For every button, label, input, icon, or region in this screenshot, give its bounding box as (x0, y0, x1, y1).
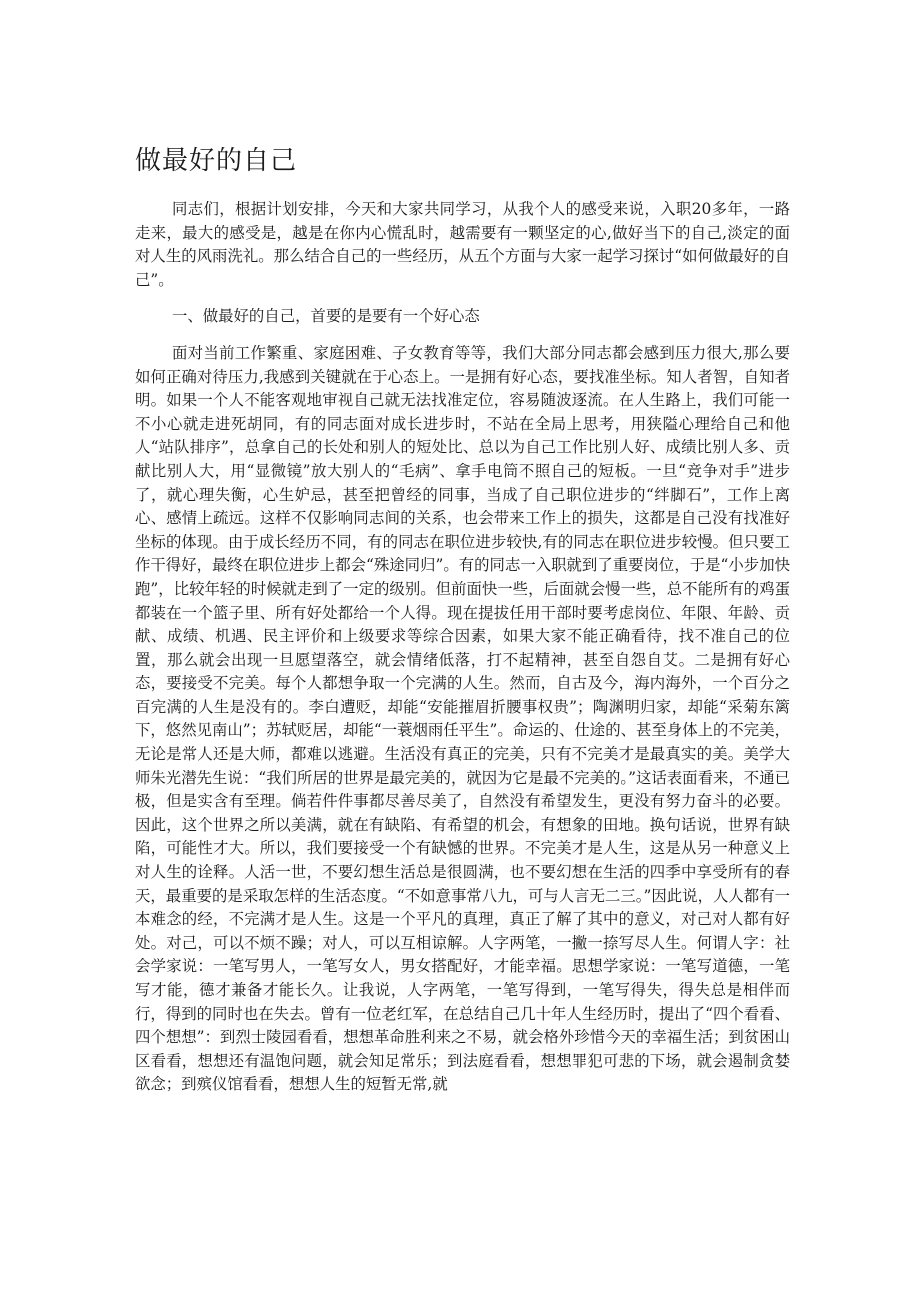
body-paragraph: 面对当前工作繁重、家庭困难、子女教育等等，我们大部分同志都会感到压力很大,那么要如何正确对待压力,我感到关键就在于心态上。一是拥有好心态，要找准坐标。知人者智，自知者明。如果一个人不能客观地审视自己就无法找准定位，容易随波逐流。在人生路上，我们可能一不小心就走进死胡同，有的同志面对成长进步时，不站在全局上思考，用狭隘心理给自己和他人“站队排序”，总拿自己的长处和别人的短处比、总以为自己工作比别人好、成绩比别人多、贡献比别人大，用“显微镜”放大别人的“毛病”、拿手电筒不照自己的短板。一旦“竞争对手”进步了，就心理失衡，心生妒忌，甚至把曾经的同事，当成了自己职位进步的“绊脚石”，工作上离心、感情上疏远。这样不仅影响同志间的关系，也会带来工作上的损失，这都是自己没有找准好坐标的体现。由于成长经历不同，有的同志在职位进步较快,有的同志在职位进步较慢。但只要工作干得好，最终在职位进步上都会“殊途同归”。有的同志一入职就到了重要岗位，于是“小步加快跑”，比较年轻的时候就走到了一定的级别。但前面快一些，后面就会慢一些，总不能所有的鸡蛋都装在一个篮子里、所有好处都给一个人得。现在提拔任用干部时要考虑岗位、年限、年龄、贡献、成绩、机遇、民主评价和上级要求等综合因素，如果大家不能正确看待，找不准自己的位置，那么就会出现一旦愿望落空，就会情绪低落，打不起精神，甚至自怨自艾。二是拥有好心态，要接受不完美。每个人都想争取一个完满的人生。然而，自古及今，海内海外，一个百分之百完满的人生是没有的。李白遭贬，却能“安能摧眉折腰事权贵”；陶渊明归家，却能“采菊东篱下，悠然见南山”；苏轼贬居，却能“一蓑烟雨任平生”。命运的、仕途的、甚至身体上的不完美，无论是常人还是大师，都难以逃避。生活没有真正的完美，只有不完美才是最真实的美。美学大师朱光潜先生说：“我们所居的世界是最完美的，就因为它是最不完美的。”这话表面看来，不通已极，但是实含有至理。倘若件件事都尽善尽美了，自然没有希望发生，更没有努力奋斗的必要。因此，这个世界之所以美满，就在有缺陷、有希望的机会，有想象的田地。换句话说，世界有缺陷，可能性才大。所以，我们要接受一个有缺憾的世界。不完美才是人生，这是从另一种意义上对人生的诠释。人活一世，不要幻想生活总是很圆满，也不要幻想在生活的四季中享受所有的春天，最重要的是采取怎样的生活态度。“不如意事常八九，可与人言无二三。”因此说，人人都有一本难念的经，不完满才是人生。这是一个平凡的真理，真正了解了其中的意义，对己对人都有好处。对己，可以不烦不躁；对人，可以互相谅解。人字两笔，一撇一捺写尽人生。何谓人字：社会学家说：一笔写男人，一笔写女人，男女搭配好，才能幸福。思想学家说：一笔写道德，一笔写才能，德才兼备才能长久。让我说，人字两笔，一笔写得到，一笔写得失，得失总是相伴而行，得到的同时也在失去。曾有一位老红军，在总结自己几十年人生经历时，提出了“四个看看、四个想想”：到烈士陵园看看，想想革命胜利来之不易，就会格外珍惜今天的幸福生活；到贫困山区看看，想想还有温饱问题，就会知足常乐；到法庭看看，想想罪犯可悲的下场，就会遏制贪婪欲念；到殡仪馆看看，想想人生的短暂无常,就 (135, 343, 790, 1094)
section-heading: 一、做最好的自己，首要的是要有一个好心态 (171, 307, 480, 326)
document-title: 做最好的自己 (135, 146, 298, 176)
intro-paragraph: 同志们，根据计划安排，今天和大家共同学习，从我个人的感受来说，入职20多年，一路走来，最大的感受是，越是在你内心慌乱时，越需要有一颗坚定的心,做好当下的自己,淡定的面对人生的风雨洗礼。那么结合自己的一些经历，从五个方面与大家一起学习探讨“如何做最好的自己”。 (135, 200, 790, 289)
document-body (135, 198, 790, 1097)
